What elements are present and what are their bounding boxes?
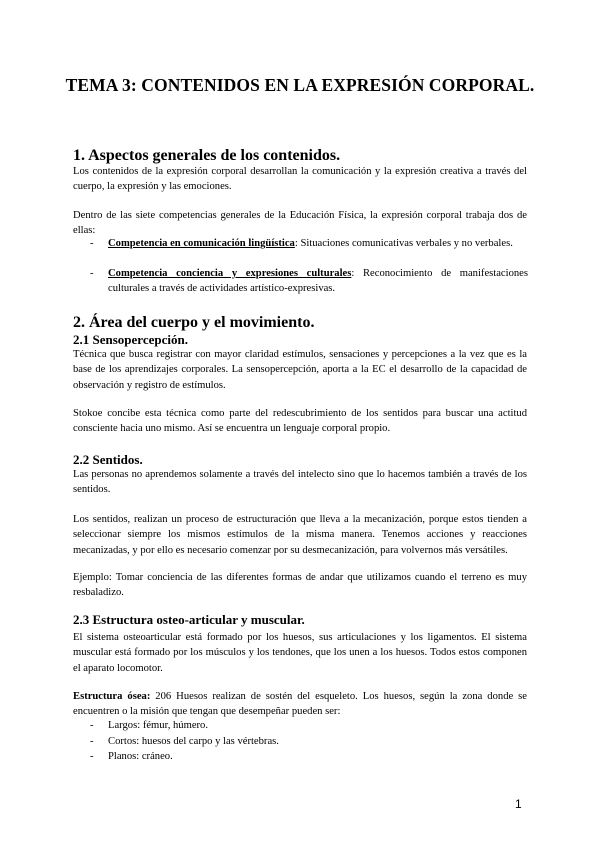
list-dash: - <box>90 268 94 279</box>
subsection-2-3-paragraph-1: El sistema osteoarticular está formado por los huesos, sus articulaciones y los ligamentos. El sistema muscular está formado por los músculos y los tendones, que los unen a los huesos. Todos estos componen el aparato locomotor. <box>73 632 527 674</box>
bone-structure-label: Estructura ósea: <box>73 691 151 702</box>
competency-description: : Situaciones comunicativas verbales y no verbales. <box>294 238 513 249</box>
bone-type-text: Cortos: huesos del carpo y las vértebras. <box>108 736 279 747</box>
subsection-2-2-paragraph-3: Ejemplo: Tomar conciencia de las diferentes formas de andar que utilizamos cuando el terreno es muy resbaladizo. <box>73 572 527 599</box>
competency-list-item <box>90 266 528 297</box>
list-dash: - <box>90 736 94 747</box>
competency-term: Competencia en comunicación lingüística <box>108 238 295 249</box>
subsection-2-3-heading: 2.3 Estructura osteo-articular y muscular. <box>73 612 305 627</box>
subsection-2-1-paragraph-2: Stokoe concibe esta técnica como parte del redescubrimiento de los sentidos para buscar una actitud consciente hacia uno mismo. Así se encuentra un lenguaje corporal propio. <box>73 408 527 435</box>
list-dash: - <box>90 720 94 731</box>
bone-type-list-item <box>90 749 528 764</box>
bone-structure-text: 206 Huesos realizan de sostén del esqueleto. Los huesos, según la zona donde se encuentren o la misión que tengan que desempeñar pueden ser: <box>73 691 527 718</box>
competency-description: : Reconocimiento de manifestaciones culturales a través de actividades artístico-expresivas. <box>108 268 528 295</box>
list-dash: - <box>90 751 94 762</box>
bone-type-text: Largos: fémur, húmero. <box>108 720 208 731</box>
subsection-2-1-paragraph-1: Técnica que busca registrar con mayor claridad estímulos, sensaciones y percepciones a la vez que es la base de los aprendizajes corporales. La sensopercepción, aporta a la EC el desarrollo de la capacidad de observación y registro de estímulos. <box>73 349 527 391</box>
list-dash: - <box>90 238 94 249</box>
bone-type-list-item <box>90 718 528 733</box>
subsection-2-3-paragraph-2 <box>73 689 527 720</box>
competency-term: Competencia conciencia y expresiones culturales <box>108 268 352 279</box>
subsection-2-2-heading: 2.2 Sentidos. <box>73 452 143 467</box>
bone-type-list-item <box>90 734 528 749</box>
section-1-paragraph-2: Dentro de las siete competencias generales de la Educación Física, la expresión corporal trabaja dos de ellas: <box>73 210 527 237</box>
bone-type-text: Planos: cráneo. <box>108 751 173 762</box>
section-1-paragraph-1: Los contenidos de la expresión corporal desarrollan la comunicación y la expresión creativa a través del cuerpo, la expresión y las emociones. <box>73 166 527 193</box>
section-2-heading: 2. Área del cuerpo y el movimiento. <box>73 314 315 331</box>
subsection-2-1-heading: 2.1 Sensopercepción. <box>73 332 188 347</box>
competency-list-item <box>90 236 528 251</box>
document-title: TEMA 3: CONTENIDOS EN LA EXPRESIÓN CORPORAL. <box>65 75 535 95</box>
subsection-2-2-paragraph-2: Los sentidos, realizan un proceso de estructuración que lleva a la mecanización, porque estos tienden a seleccionar siempre los mismos estímulos de la misma manera. Tenemos acciones y reacciones mecanizadas, y por ello es necesario comenzar por su desmecanización, para volvernos más versátiles. <box>73 514 527 556</box>
subsection-2-2-paragraph-1: Las personas no aprendemos solamente a través del intelecto sino que lo hacemos también a través de los sentidos. <box>73 469 527 496</box>
page-number: 1 <box>515 797 522 811</box>
section-1-heading: 1. Aspectos generales de los contenidos. <box>73 147 341 164</box>
